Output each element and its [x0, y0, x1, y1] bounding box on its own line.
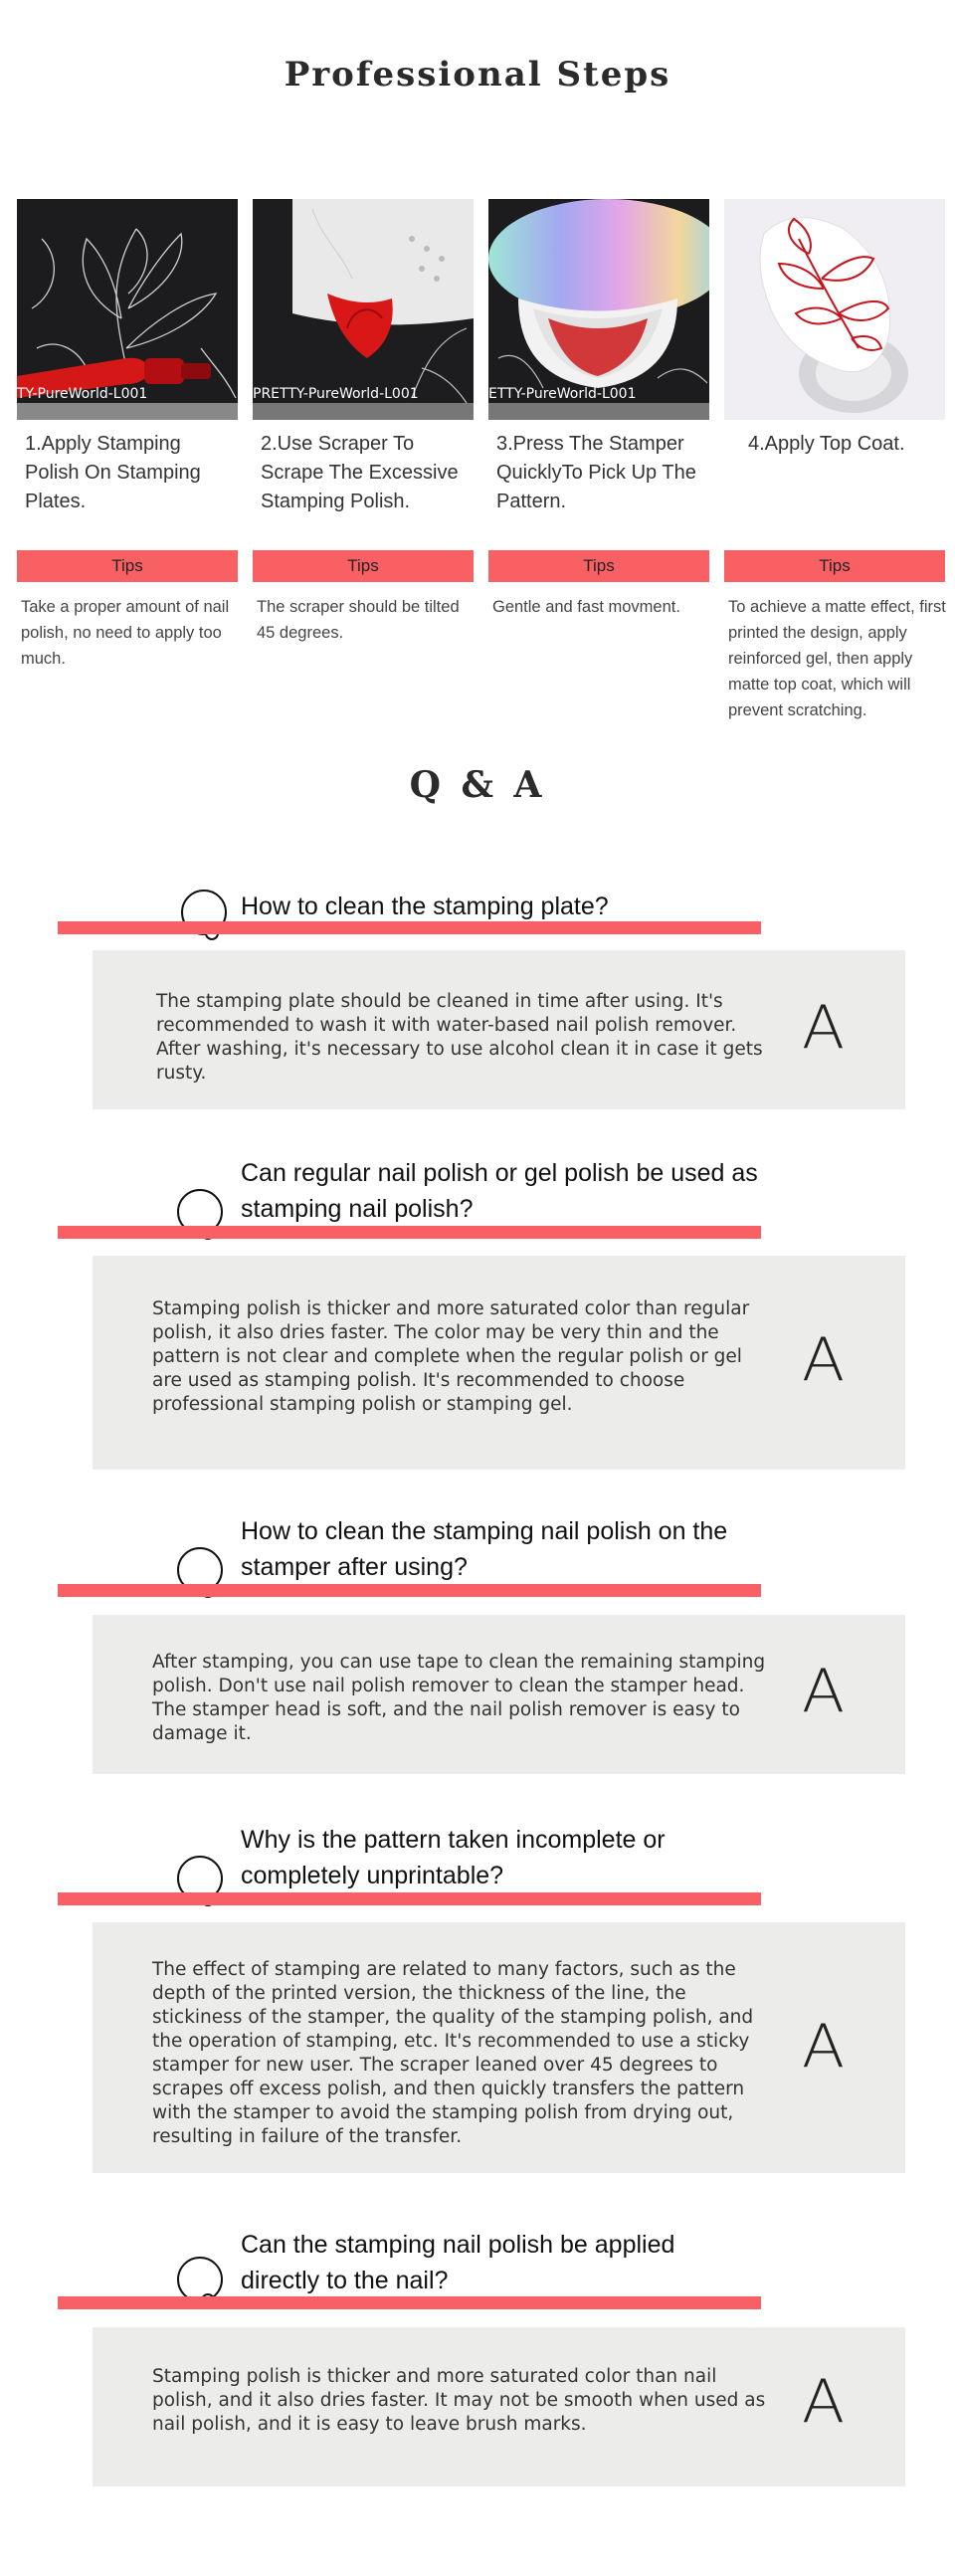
qa-answer: Stamping polish is thicker and more saturated color than regular polish, it also dries faster. The color may be very thin and the pattern is not clear and complete when the regular polish or gel are used as stamping polish. It's recommended to choose professional stamping polish or stamping gel. [152, 1298, 750, 1415]
answer-a-icon: A [801, 2367, 846, 2437]
answer-a-icon: A [801, 2012, 846, 2081]
tip-text: Take a proper amount of nail polish, no need to apply too much. [21, 598, 230, 668]
steps-title: Professional Steps [284, 55, 671, 95]
step-label: 3.Press The Stamper QuicklyTo Pick Up The Pattern. [496, 433, 696, 512]
qa-divider [58, 1892, 761, 1905]
qa-question: How to clean the stamping nail polish on the stamper after using? [241, 1517, 728, 1581]
tips-bar: Tips [253, 550, 474, 582]
qa-question: Can regular nail polish or gel polish be used as stamping nail polish? [241, 1159, 758, 1223]
qa-divider [58, 1584, 761, 1597]
answer-a-icon: A [801, 993, 846, 1063]
qa-answer-box [93, 1615, 905, 1774]
qa-divider [58, 1226, 761, 1239]
qa-divider [58, 2296, 761, 2309]
tips-bar: Tips [724, 550, 945, 582]
step-label: 2.Use Scraper To Scrape The Excessive Stamping Polish. [261, 433, 459, 512]
qa-question: Why is the pattern taken incomplete or completely unprintable? [241, 1826, 666, 1889]
tip-text: Gentle and fast movment. [492, 598, 680, 616]
tip-text: To achieve a matte effect, first printed the design, apply reinforced gel, then apply matte top coat, which will prevent scratching. [728, 598, 946, 719]
qa-answer-box [93, 950, 905, 1109]
qa-question: How to clean the stamping plate? [241, 892, 609, 920]
tip-text: The scraper should be tilted 45 degrees. [257, 598, 460, 642]
plate-text: ETTY-PureWorld-L001 [488, 386, 637, 402]
step-label: 1.Apply Stamping Polish On Stamping Plates. [25, 433, 201, 512]
qa-answer: The effect of stamping are related to many factors, such as the depth of the printed version, the thickness of the line, the stickiness of the stamper, the quality of the stamping polish, and the operation of stamping, etc. It's recommended to use a sticky stamper for new user. The scraper leaned over 45 degrees to scrapes off excess polish, and then quickly transfers the pattern with the stamper to avoid the stamping polish from drying out, resulting in failure of the transfer. [152, 1959, 754, 2147]
answer-a-icon: A [801, 1325, 846, 1395]
qa-question: Can the stamping nail polish be applied directly to the nail? [241, 2231, 675, 2294]
step-1 [17, 199, 238, 668]
plate-text: TY-PureWorld-L001 [17, 386, 148, 402]
tips-bar: Tips [488, 550, 709, 582]
qa-title: Q & A [409, 764, 546, 806]
step-4-photo [724, 199, 945, 420]
qa-answer-box [93, 1922, 905, 2173]
qa-answer-box [93, 1256, 905, 1470]
qa-answer-box [93, 2327, 905, 2486]
answer-a-icon: A [801, 1657, 846, 1726]
step-2 [253, 199, 474, 642]
step-label: 4.Apply Top Coat. [748, 433, 905, 455]
qa-answer: After stamping, you can use tape to clean the remaining stamping polish. Don't use nail polish remover to clean the stamper head. The stamper head is soft, and the nail polish remover is easy to damage it. [152, 1652, 766, 1744]
step-1-photo [17, 199, 238, 420]
step-4 [724, 199, 946, 719]
step-3 [488, 199, 709, 616]
step-3-photo [488, 199, 709, 420]
tips-bar: Tips [17, 550, 238, 582]
qa-answer: Stamping polish is thicker and more saturated color than nail polish, and it also dries faster. It may not be smooth when used as nail polish, and it is easy to leave brush marks. [152, 2366, 766, 2435]
step-2-photo [253, 199, 474, 420]
plate-text: PRETTY-PureWorld-L001 [253, 386, 419, 402]
qa-divider [58, 921, 761, 934]
qa-answer: The stamping plate should be cleaned in time after using. It's recommended to wash it with water-based nail polish remover. After washing, it's necessary to use alcohol clean it in case it gets rusty. [156, 991, 763, 1084]
